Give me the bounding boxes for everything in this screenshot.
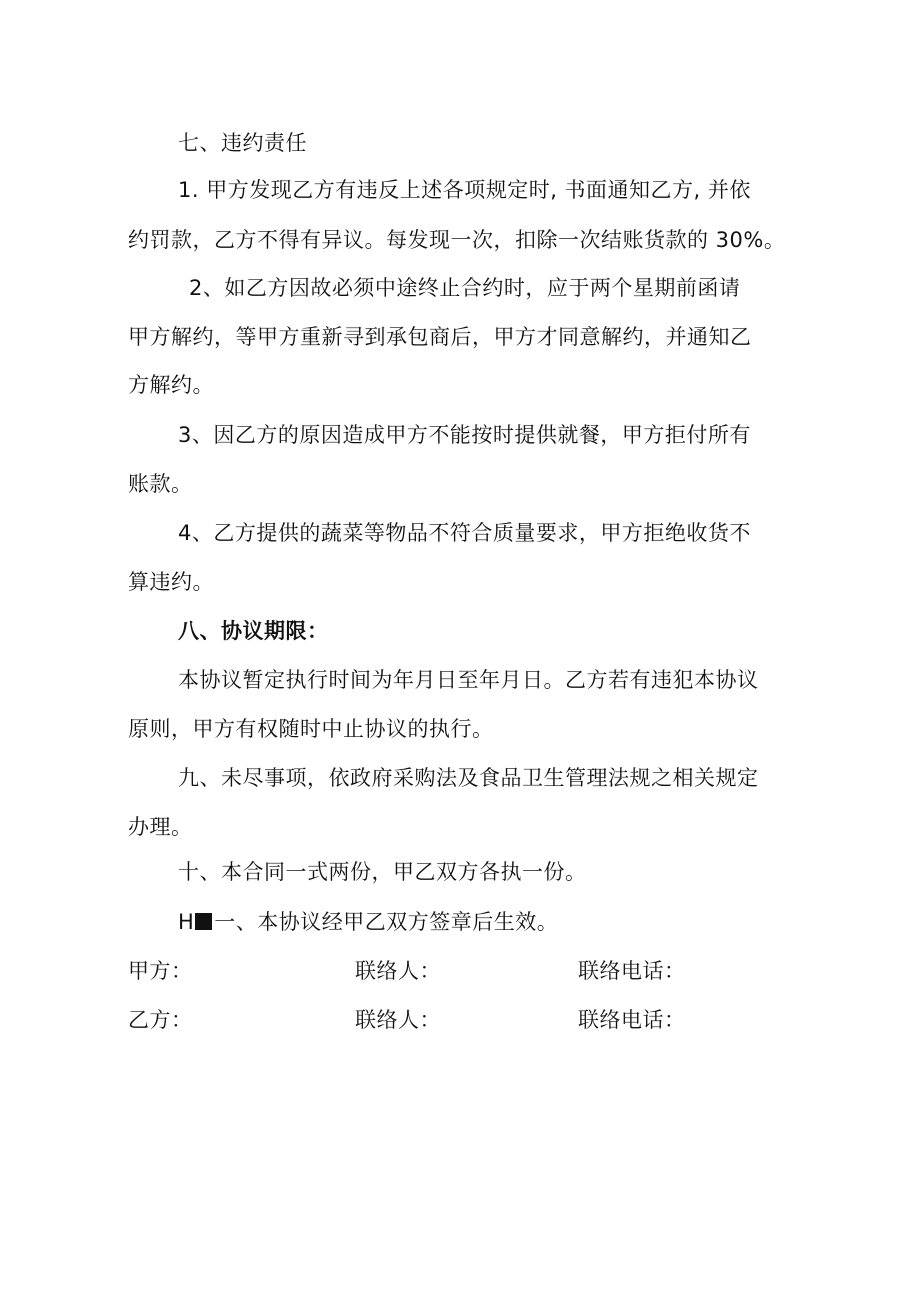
- section-7-heading: 七、违约责任: [178, 131, 307, 155]
- section-10-line-1: 十、本合同一式两份，甲乙双方各执一份。: [178, 860, 587, 884]
- redaction-block-icon: [195, 913, 212, 930]
- section-8-line-2: 原则，甲方有权随时中止协议的执行。: [128, 717, 494, 741]
- section-7-item-4-line-1: 4、乙方提供的蔬菜等物品不符合质量要求，甲方拒绝收货不: [178, 521, 751, 545]
- section-11-line: [178, 907, 558, 937]
- party-a-label: 甲方：: [128, 959, 193, 983]
- section-7-item-3-line-1: 3、因乙方的原因造成甲方不能按时提供就餐，甲方拒付所有: [178, 423, 751, 447]
- party-b-label: 乙方：: [128, 1008, 193, 1032]
- section-11-prefix: H: [178, 910, 195, 934]
- party-a-contact-label: 联络人：: [355, 959, 441, 983]
- section-7-item-2-line-1: 2、如乙方因故必须中途终止合约时，应于两个星期前函请: [189, 276, 741, 300]
- section-9-line-2: 办理。: [128, 815, 193, 839]
- section-7-item-1-line-1: 1. 甲方发现乙方有违反上述各项规定时, 书面通知乙方, 并依: [178, 178, 751, 202]
- section-7-item-2-line-3: 方解约。: [128, 373, 214, 397]
- section-8-line-1: 本协议暂定执行时间为年月日至年月日。乙方若有违犯本协议: [178, 668, 759, 692]
- section-7-item-4-line-2: 算违约。: [128, 570, 214, 594]
- party-a-phone-label: 联络电话：: [578, 959, 686, 983]
- party-b-contact-label: 联络人：: [355, 1008, 441, 1032]
- section-7-item-3-line-2: 账款。: [128, 472, 193, 496]
- section-9-line-1: 九、未尽事项，依政府采购法及食品卫生管理法规之相关规定: [178, 766, 759, 790]
- section-8-heading: 八、协议期限：: [178, 619, 329, 643]
- section-11-text: 一、本协议经甲乙双方签章后生效。: [214, 910, 559, 934]
- section-7-item-1-line-2: 约罚款，乙方不得有异议。每发现一次，扣除一次结账货款的 30%。: [128, 228, 786, 252]
- party-b-phone-label: 联络电话：: [578, 1008, 686, 1032]
- section-7-item-2-line-2: 甲方解约，等甲方重新寻到承包商后，甲方才同意解约，并通知乙: [128, 325, 752, 349]
